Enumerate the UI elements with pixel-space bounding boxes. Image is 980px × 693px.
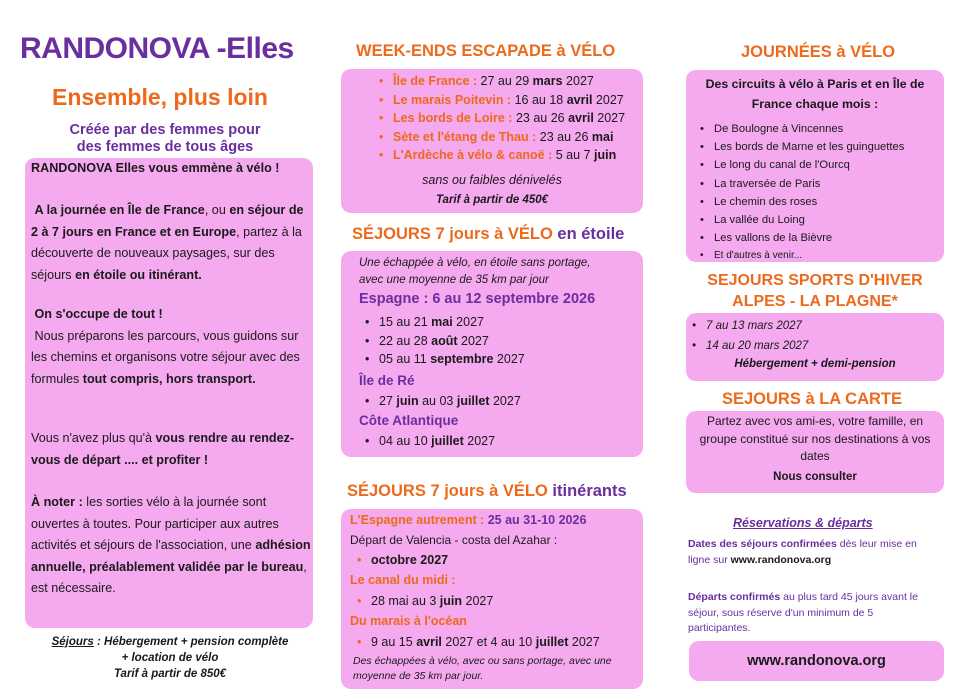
day-rides-list (700, 120, 904, 266)
weekends-box (341, 69, 643, 213)
itin-spain-dates (357, 551, 448, 570)
custom-stays-text: Partez avec vos ami-es, votre famille, en groupe constitué sur nos destinations à vos dates (699, 414, 931, 463)
star-date-item: • 15 au 21 mai 2027 (365, 313, 525, 332)
itinerant-stays-box (341, 509, 643, 689)
brand-title: RANDONOVA -Elles (20, 32, 294, 65)
winter-note: Hébergement + demi-pension (734, 358, 896, 370)
booking-line-2: ligne sur www.randonova.org (688, 553, 832, 566)
day-ride-item: • Les vallons de la Bièvre (700, 229, 904, 247)
star-date-item: • 22 au 28 août 2027 (365, 332, 525, 351)
itin-marais-dates (357, 633, 600, 652)
star-stays-title: SÉJOURS 7 jours à VÉLO en étoile (352, 225, 625, 243)
stays-pricing-line-2: + location de vélo (121, 652, 219, 664)
itin-midi-heading: Le canal du midi : (350, 573, 456, 587)
winter-stays-title: SEJOURS SPORTS D'HIVER ALPES - LA PLAGNE* (707, 272, 923, 310)
weekend-item: • Île de France : 27 au 29 mars 2027 (379, 72, 625, 91)
day-ride-item: • Et d'autres à venir... (700, 247, 904, 265)
founders-line-1: Créée par des femmes pour (69, 122, 261, 138)
custom-stays-cta: Nous consulter (773, 471, 857, 483)
star-stays-description: Une échappée à vélo, en étoile sans portage, avec une moyenne de 35 km par jour (359, 257, 591, 286)
itin-spain-departure: Départ de Valencia - costa del Azahar : (350, 533, 558, 547)
itin-marais-heading: Du marais à l'océan (350, 614, 467, 628)
booking-spacer (688, 568, 950, 590)
day-ride-item: • De Boulogne à Vincennes (700, 120, 904, 138)
intro-box (25, 158, 313, 628)
tagline: Ensemble, plus loin (52, 84, 268, 110)
booking-info (688, 537, 950, 637)
star-atlantic-heading: Côte Atlantique (359, 413, 459, 428)
intro-paragraph-enjoy: Vous n'avez plus qu'à vous rendre au rendez-vous de départ .... et profiter ! (31, 431, 295, 467)
day-rides-title: JOURNÉES à VÉLO (741, 43, 896, 61)
website-box (689, 641, 944, 681)
weekend-item: • Sète et l'étang de Thau : 23 au 26 mai (379, 128, 625, 147)
stays-pricing-line-3: Tarif à partir de 850€ (113, 668, 227, 680)
star-date-item: • 27 juin au 03 juillet 2027 (365, 392, 521, 411)
custom-stays-box (686, 411, 944, 493)
intro-paragraph-note: À noter : les sorties vélo à la journée sont ouvertes à toutes. Pour participer aux autres activités et séjours de l'association, une adhésion annuelle, préalablement validée par le bureau, est nécessaire. (31, 495, 311, 595)
intro-paragraph-service: On s'occupe de tout ! Nous préparons les parcours, vous guidons sur les chemins et organisons votre séjour avec des formules tout compris, hors transport. (31, 307, 300, 386)
itin-date-item: • octobre 2027 (357, 551, 448, 570)
winter-date-item: • 14 au 20 mars 2027 (692, 336, 808, 356)
star-re-dates (365, 392, 521, 411)
day-ride-item: • Les bords de Marne et les guinguettes (700, 138, 904, 156)
booking-line-1: Dates des séjours confirmées dès leur mise en (688, 538, 917, 550)
weekend-item: • Les bords de Loire : 23 au 26 avril 2027 (379, 109, 625, 128)
stays-pricing-footer (20, 634, 320, 682)
star-re-heading: Île de Ré (359, 373, 415, 388)
star-atlantic-dates (365, 432, 495, 451)
itin-date-item: • 28 mai au 3 juin 2027 (357, 592, 493, 611)
star-stays-box (341, 251, 643, 457)
booking-line-5: participantes. (688, 622, 751, 634)
weekends-note: sans ou faibles dénivelés (422, 173, 562, 187)
stays-pricing-line-1: Séjours : Hébergement + pension complète (51, 636, 289, 648)
day-ride-item: • Le chemin des roses (700, 193, 904, 211)
founders-line-2: des femmes de tous âges (76, 139, 254, 155)
booking-line-3: Départs confirmés au plus tard 45 jours avant le (688, 591, 918, 603)
weekends-list (379, 72, 625, 165)
star-spain-heading: Espagne : 6 au 12 septembre 2026 (359, 291, 596, 307)
itin-spain-heading: L'Espagne autrement : 25 au 31-10 2026 (350, 513, 587, 527)
day-ride-item: • La traversée de Paris (700, 175, 904, 193)
day-rides-box (686, 70, 944, 262)
weekend-item: • L'Ardèche à vélo & canoë : 5 au 7 juin (379, 146, 625, 165)
star-date-item: • 04 au 10 juillet 2027 (365, 432, 495, 451)
winter-dates (692, 316, 808, 356)
day-ride-item: • La vallée du Loing (700, 211, 904, 229)
itinerant-stays-title: SÉJOURS 7 jours à VÉLO itinérants (347, 482, 627, 500)
weekends-title: WEEK-ENDS ESCAPADE à VÉLO (356, 42, 616, 60)
star-date-item: • 05 au 11 septembre 2027 (365, 350, 525, 369)
booking-line-4: séjour, sous réserve d'un minimum de 5 (688, 606, 874, 619)
intro-paragraph-formats: A la journée en Île de France, ou en séjour de 2 à 7 jours en France et en Europe, partez à la découverte de nouveaux paysages, sur des séjours en étoile ou itinérant. (31, 203, 304, 282)
custom-stays-title: SEJOURS à LA CARTE (722, 390, 903, 408)
day-ride-item: • Le long du canal de l'Ourcq (700, 156, 904, 174)
website-link[interactable]: www.randonova.org (747, 653, 886, 669)
weekends-price: Tarif à partir de 450€ (435, 194, 549, 206)
booking-title: Réservations & départs (733, 516, 873, 530)
day-rides-intro: Des circuits à vélo à Paris et en Île de France chaque mois : (705, 77, 925, 111)
winter-stays-box (686, 313, 944, 381)
itin-date-item: • 9 au 15 avril 2027 et 4 au 10 juillet 2027 (357, 633, 600, 652)
itin-midi-dates (357, 592, 493, 611)
founders-statement (40, 122, 290, 156)
winter-date-item: • 7 au 13 mars 2027 (692, 316, 808, 336)
intro-heading: RANDONOVA Elles vous emmène à vélo ! (31, 161, 280, 175)
star-spain-dates (365, 313, 525, 369)
itin-note: Des échappées à vélo, avec ou sans portage, avec une moyenne de 35 km par jour. (353, 655, 612, 682)
weekend-item: • Le marais Poitevin : 16 au 18 avril 2027 (379, 91, 625, 110)
